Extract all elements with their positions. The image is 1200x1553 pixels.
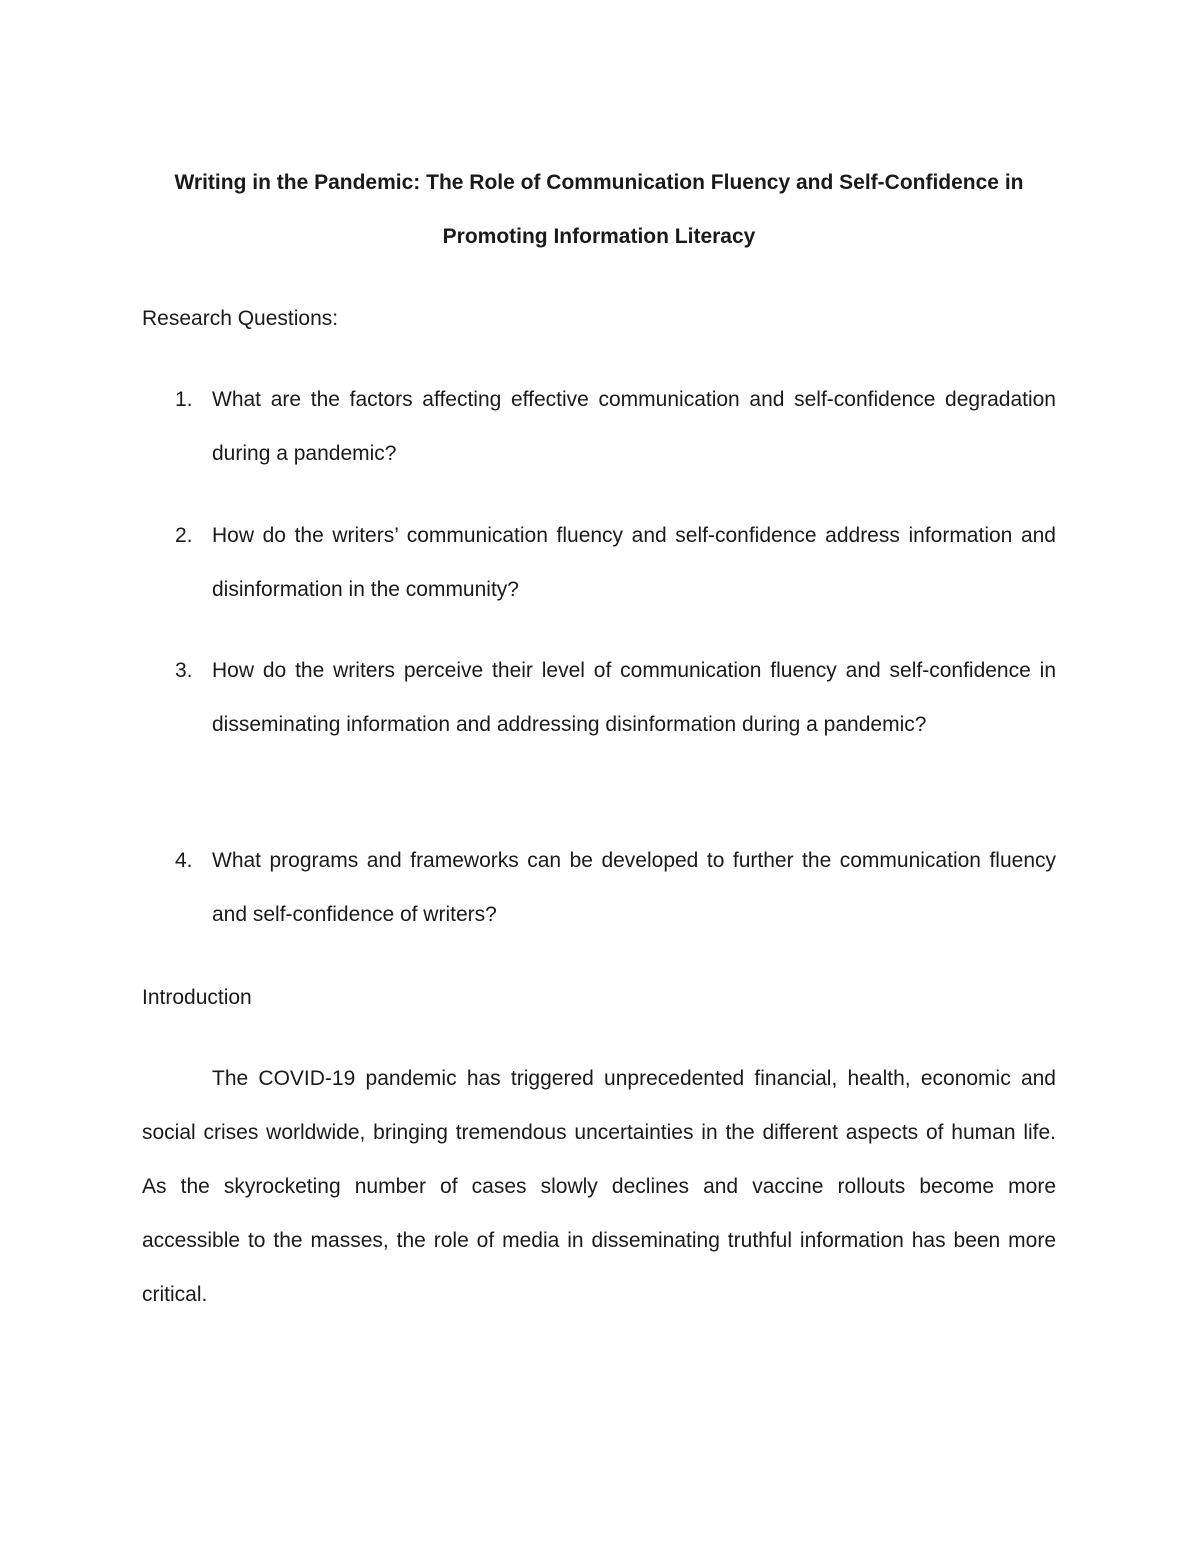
question-number: 4. xyxy=(175,849,193,872)
research-question-item xyxy=(142,644,1056,752)
question-text: How do the writers’ communication fluency and self-confidence address information and disinformation in the community? xyxy=(212,524,1056,601)
research-questions-heading: Research Questions: xyxy=(142,307,339,330)
question-number: 3. xyxy=(175,659,193,682)
question-text: What are the factors affecting effective communication and self-confidence degradation during a pandemic? xyxy=(212,388,1056,465)
question-text: How do the writers perceive their level of communication fluency and self-confidence in disseminating information and addressing disinformation during a pandemic? xyxy=(212,659,1056,736)
question-text: What programs and frameworks can be developed to further the communication fluency and self-confidence of writers? xyxy=(212,849,1056,926)
question-number: 2. xyxy=(175,524,193,547)
introduction-heading: Introduction xyxy=(142,986,252,1009)
research-question-item xyxy=(142,373,1056,481)
research-question-item xyxy=(142,834,1056,942)
question-number: 1. xyxy=(175,388,193,411)
introduction-paragraph: The COVID-19 pandemic has triggered unprecedented financial, health, economic and social crises worldwide, bringing tremendous uncertainties in the different aspects of human life. As the skyrocketing number of cases slowly declines and vaccine rollouts become more accessible to the masses, the role of media in disseminating truthful information has been more critical. xyxy=(142,1067,1056,1306)
document-title: Writing in the Pandemic: The Role of Communication Fluency and Self-Confidence in Promoting Information Literacy xyxy=(174,171,1024,248)
research-question-item xyxy=(142,509,1056,617)
